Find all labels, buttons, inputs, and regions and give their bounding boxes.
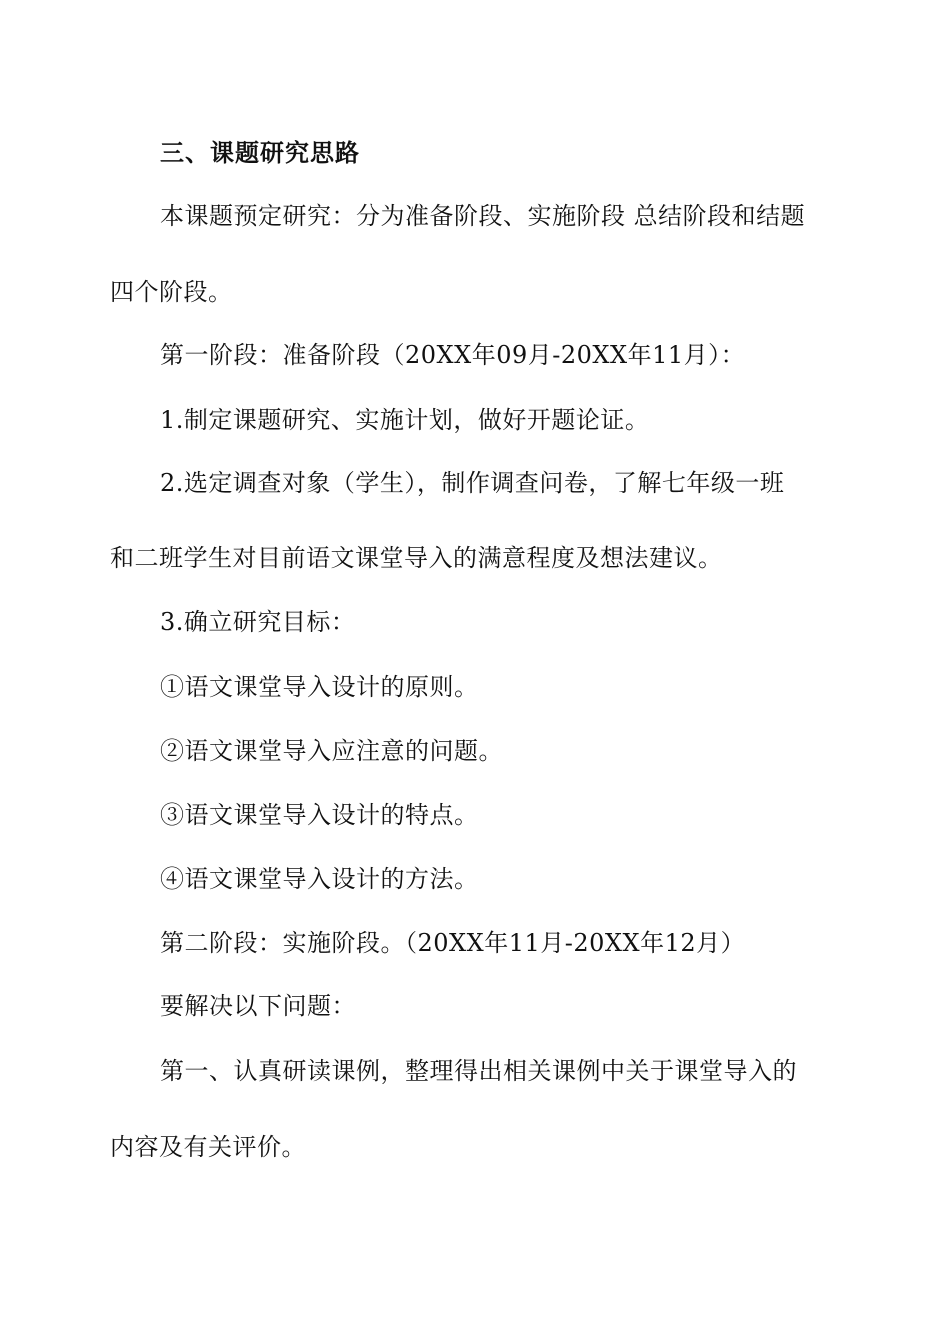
goal-item-3: ③语文课堂导入设计的特点。 — [160, 801, 479, 829]
intro-paragraph-line-2: 四个阶段。 — [110, 278, 233, 306]
stage1-item-2-line-2: 和二班学生对目前语文课堂导入的满意程度及想法建议。 — [110, 544, 723, 572]
stage1-item-2-line-1: 2.选定调查对象（学生），制作调查问卷，了解七年级一班 — [160, 469, 785, 497]
intro-paragraph-line-1: 本课题预定研究：分为准备阶段、实施阶段 总结阶段和结题 — [160, 202, 806, 230]
goal-item-4: ④语文课堂导入设计的方法。 — [160, 865, 479, 893]
stage1-item-1: 1.制定课题研究、实施计划，做好开题论证。 — [160, 406, 650, 434]
goal-item-2: ②语文课堂导入应注意的问题。 — [160, 737, 503, 765]
stage2-title: 第二阶段：实施阶段。（20XX年11月-20XX年12月） — [160, 929, 746, 957]
stage2-problems-label: 要解决以下问题： — [160, 992, 356, 1020]
stage2-point-1-line-1: 第一、认真研读课例，整理得出相关课例中关于课堂导入的 — [160, 1057, 797, 1085]
stage2-point-1-line-2: 内容及有关评价。 — [110, 1133, 306, 1161]
stage1-title: 第一阶段：准备阶段（20XX年09月-20XX年11月）： — [160, 341, 746, 369]
goal-item-1: ①语文课堂导入设计的原则。 — [160, 673, 479, 701]
stage1-item-3: 3.确立研究目标： — [160, 608, 356, 636]
section-heading: 三、课题研究思路 — [160, 138, 360, 167]
